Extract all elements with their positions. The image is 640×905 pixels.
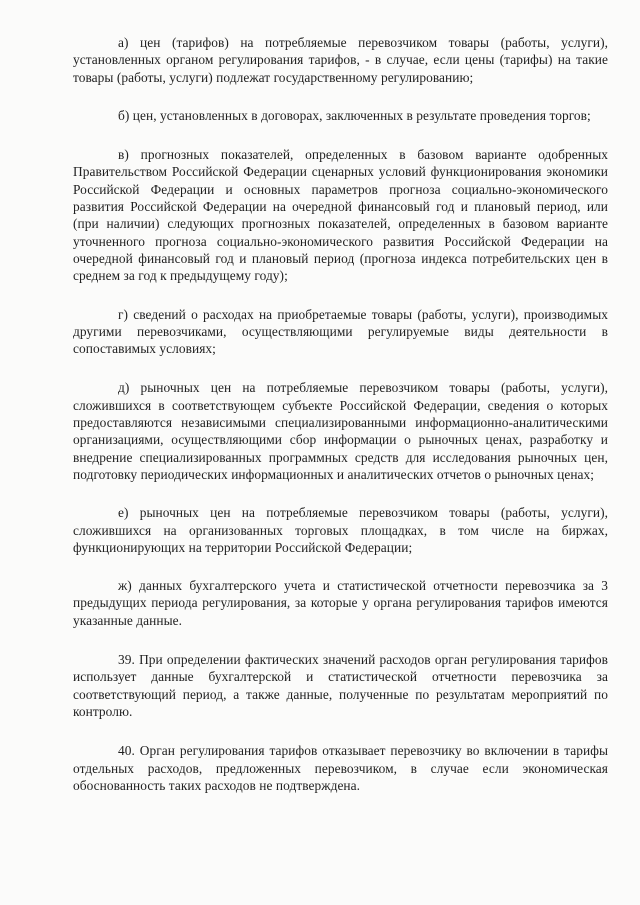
paragraph-d: д) рыночных цен на потребляемые перевозчиком товары (работы, услуги), сложившихся в соответствующем субъекте Российской Федерации, сведения о которых предоставляются независимыми специализированными информационно-аналитическими организациями, осуществляющими сбор информации о рыночных ценах, разработку и внедрение специализированных программных средств для исследования рыночных цен, подготовку периодических информационных и аналитических отчетов о рыночных ценах; bbox=[73, 380, 608, 482]
paragraph-e: е) рыночных цен на потребляемые перевозчиком товары (работы, услуги), сложившихся на организованных торговых площадках, в том числе на биржах, функционирующих на территории Российской Федерации; bbox=[73, 505, 608, 555]
paragraph-zh: ж) данных бухгалтерского учета и статистической отчетности перевозчика за 3 предыдущих периода регулирования, за которые у органа регулирования тарифов имеются указанные данные. bbox=[73, 578, 608, 628]
paragraph-a: а) цен (тарифов) на потребляемые перевозчиком товары (работы, услуги), установленных органом регулирования тарифов, - в случае, если цены (тарифы) на такие товары (работы, услуги) подлежат государственному регулированию; bbox=[73, 35, 608, 85]
paragraph-40: 40. Орган регулирования тарифов отказывает перевозчику во включении в тарифы отдельных расходов, предложенных перевозчиком, в случае если экономическая обоснованность таких расходов не подтверждена. bbox=[73, 743, 608, 793]
paragraph-39: 39. При определении фактических значений расходов орган регулирования тарифов использует данные бухгалтерской и статистической отчетности перевозчика за соответствующий период, а также данные, полученные по результатам мероприятий по контролю. bbox=[73, 652, 608, 719]
paragraph-g: г) сведений о расходах на приобретаемые товары (работы, услуги), производимых другими перевозчиками, осуществляющими регулируемые виды деятельности в сопоставимых условиях; bbox=[73, 306, 608, 357]
paragraph-v: в) прогнозных показателей, определенных в базовом варианте одобренных Правительством Российской Федерации сценарных условий функционирования экономики Российской Федерации и основных параметров прогноза социально-экономического развития Российской Федерации на очередной финансовый год и плановый период, или (при наличии) следующих прогнозных показателей, определенных в базовом варианте уточненного прогноза социально-экономического развития Российской Федерации на очередной финансовый год и плановый период (прогноза индекса потребительских цен в среднем за год к предыдущему году); bbox=[73, 147, 608, 284]
paragraph-b: б) цен, установленных в договорах, заключенных в результате проведения торгов; bbox=[118, 107, 591, 123]
